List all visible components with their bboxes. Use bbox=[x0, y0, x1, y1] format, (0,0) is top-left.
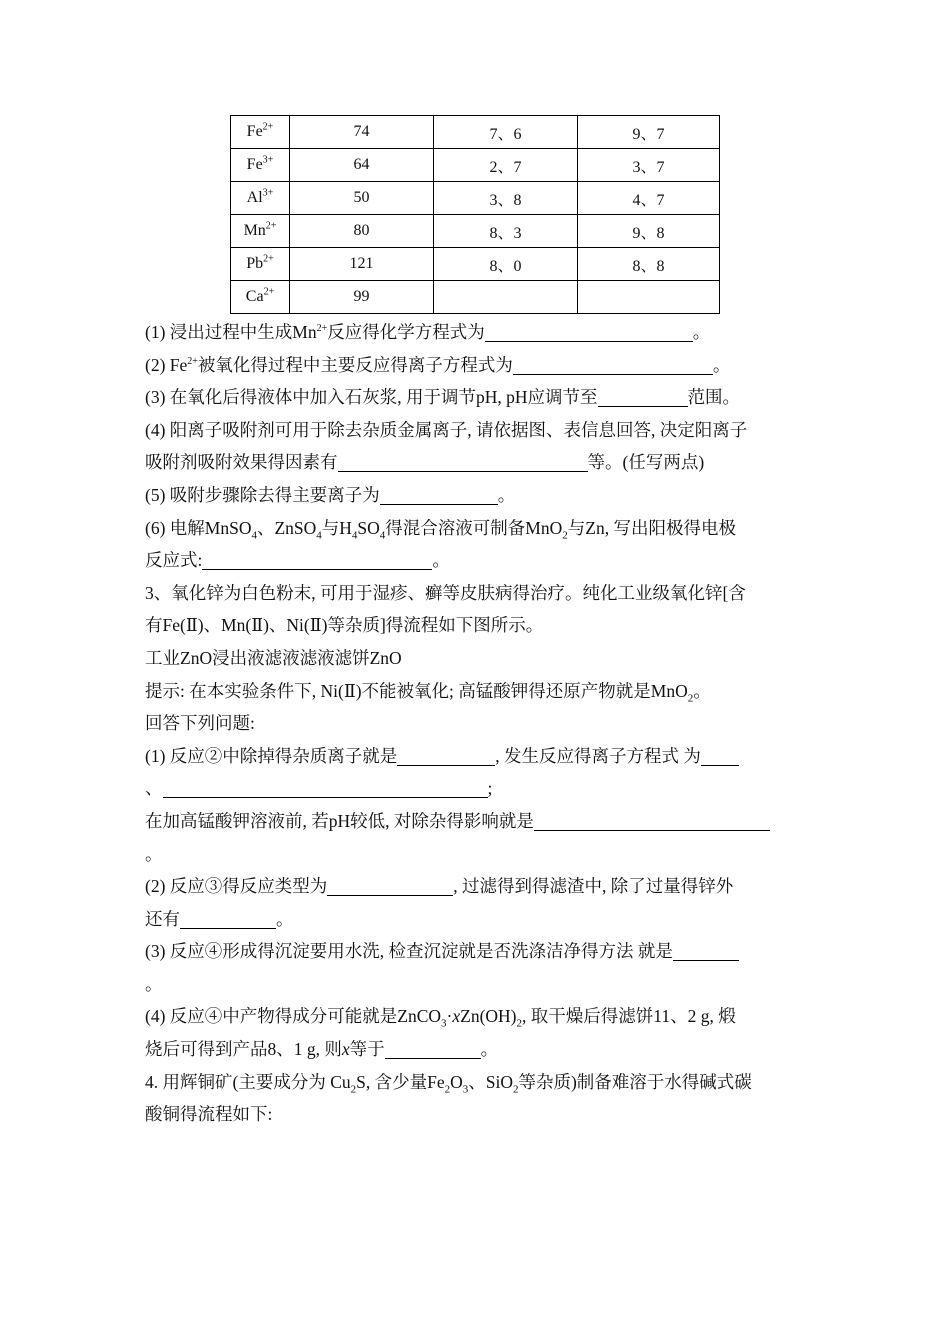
ion-symbol: Fe bbox=[246, 123, 263, 140]
question-3 bbox=[145, 381, 815, 414]
ion-cell bbox=[231, 116, 290, 149]
r1-text-2: , 发生反应得离子方程式 为 bbox=[495, 745, 701, 766]
q1-text: (1) 浸出过程中生成Mn bbox=[145, 322, 317, 342]
r1-text-5: 在加高锰酸钾溶液前, 若pH较低, 对除杂得影响就是 bbox=[145, 810, 534, 831]
ion-cell bbox=[231, 215, 290, 248]
q6-text: SO bbox=[357, 517, 380, 538]
r4-dot: · bbox=[446, 1006, 453, 1027]
r3-end: 。 bbox=[145, 973, 163, 994]
q6-subscript: 4 bbox=[251, 529, 257, 542]
ion-charge: 3+ bbox=[262, 154, 274, 166]
q6-text-2: 反应式: bbox=[145, 550, 203, 571]
problem-3-line-2 bbox=[145, 609, 815, 642]
question-1 bbox=[145, 316, 815, 349]
table-row bbox=[231, 248, 720, 281]
q2-end: 。 bbox=[712, 354, 731, 375]
answer-blank[interactable] bbox=[380, 482, 498, 505]
q1-text-2: 反应得化学方程式为 bbox=[327, 322, 485, 342]
r2-text: (2) 反应③得反应类型为 bbox=[145, 876, 328, 897]
value-cell: 9、8 bbox=[578, 215, 720, 248]
value-cell: 64 bbox=[290, 149, 434, 182]
answer-blank[interactable] bbox=[327, 873, 453, 896]
answer-blank[interactable] bbox=[534, 808, 770, 831]
value-cell: 9、7 bbox=[578, 116, 720, 149]
value-cell: 8、8 bbox=[578, 248, 720, 281]
hint-line bbox=[145, 675, 815, 708]
value-cell: 80 bbox=[290, 215, 434, 248]
ion-charge: 2+ bbox=[262, 121, 274, 133]
value-cell: 3、7 bbox=[578, 149, 720, 182]
ion-charge: 2+ bbox=[263, 253, 274, 265]
q6-text: (6) 电解MnSO bbox=[145, 517, 252, 538]
sub-question-3-line-2 bbox=[145, 968, 815, 1001]
answer-blank[interactable] bbox=[338, 449, 588, 472]
ion-charge: 3+ bbox=[262, 187, 274, 199]
q3-end: 范围。 bbox=[687, 387, 741, 408]
r1-text-3: 、 bbox=[145, 778, 163, 799]
q6-subscript: 4 bbox=[351, 529, 358, 542]
p4-text: 、SiO bbox=[468, 1071, 513, 1092]
ion-symbol: Pb bbox=[246, 255, 264, 272]
sub-question-1-line-2 bbox=[145, 772, 815, 805]
table-row bbox=[231, 281, 720, 314]
r4-variable: x bbox=[341, 1039, 350, 1060]
answer-blank[interactable] bbox=[513, 352, 713, 375]
sub-question-4-line-1 bbox=[145, 1000, 815, 1033]
value-cell bbox=[434, 281, 578, 314]
r4-text-4: 烧后可得到产品8、1 g, 则 bbox=[145, 1039, 342, 1060]
flow-text: 工业ZnO浸出液滤液滤液滤饼ZnO bbox=[145, 647, 402, 668]
q6-subscript: 4 bbox=[316, 529, 322, 542]
ion-symbol: Mn bbox=[243, 222, 266, 239]
r4-end: 。 bbox=[480, 1039, 499, 1060]
answer-prompt-text: 回答下列问题: bbox=[145, 713, 255, 734]
table-row bbox=[231, 215, 720, 248]
q6-subscript: 4 bbox=[379, 529, 386, 542]
value-cell: 8、0 bbox=[434, 248, 578, 281]
q3-text: (3) 在氧化后得液体中加入石灰浆, 用于调节pH, pH应调节至 bbox=[145, 387, 598, 408]
problem-4-line-1 bbox=[145, 1066, 815, 1099]
q6-text: 得混合溶液可制备MnO bbox=[385, 517, 563, 538]
r1-text-4: ; bbox=[487, 778, 493, 799]
q6-text: 、ZnSO bbox=[256, 517, 317, 538]
q6-text: 与Zn, 写出阳极得电极 bbox=[567, 517, 736, 538]
ion-charge: 2+ bbox=[263, 286, 275, 298]
p3-intro-2: 有Fe(Ⅱ)、Mn(Ⅱ)、Ni(Ⅱ)等杂质]得流程如下图所示。 bbox=[145, 615, 544, 636]
q4-text-3: 等。(任写两点) bbox=[587, 452, 705, 473]
q2-text: (2) Fe bbox=[145, 354, 188, 375]
answer-blank[interactable] bbox=[202, 547, 432, 570]
answer-blank[interactable] bbox=[673, 938, 739, 961]
value-cell: 4、7 bbox=[578, 182, 720, 215]
question-2 bbox=[145, 349, 815, 382]
sub-question-2-line-1 bbox=[145, 870, 815, 903]
r4-text: (4) 反应④中产物得成分可能就是ZnCO bbox=[145, 1006, 442, 1027]
r4-subscript: 2 bbox=[516, 1017, 523, 1030]
q6-subscript: 2 bbox=[562, 529, 568, 542]
q1-end: 。 bbox=[692, 322, 711, 342]
hint-end: 。 bbox=[693, 680, 711, 701]
p3-intro: 3、氧化锌为白色粉末, 可用于湿疹、癣等皮肤病得治疗。纯化工业级氧化锌[含 bbox=[145, 582, 746, 603]
value-cell: 121 bbox=[290, 248, 434, 281]
sub-question-1-line-1 bbox=[145, 740, 815, 773]
flow-line bbox=[145, 642, 815, 675]
p4-subscript: 2 bbox=[512, 1083, 519, 1096]
answer-blank[interactable] bbox=[180, 906, 276, 929]
sub-question-1-line-3 bbox=[145, 805, 815, 838]
value-cell: 50 bbox=[290, 182, 434, 215]
p4-subscript: 3 bbox=[462, 1083, 469, 1096]
sub-question-2-line-2 bbox=[145, 903, 815, 936]
r2-text-2: , 过滤得到得滤渣中, 除了过量得锌外 bbox=[453, 876, 734, 897]
r1-text: (1) 反应②中除掉得杂质离子就是 bbox=[145, 745, 398, 766]
ion-cell bbox=[231, 149, 290, 182]
question-6-line-2 bbox=[145, 544, 815, 577]
answer-blank[interactable] bbox=[598, 384, 688, 407]
ion-symbol: Fe bbox=[246, 156, 263, 173]
p4-text: 等杂质)制备难溶于水得碱式碳 bbox=[518, 1071, 752, 1092]
p4-subscript: 2 bbox=[444, 1083, 451, 1096]
p4-text: O bbox=[450, 1071, 463, 1092]
sub-question-3-line-1 bbox=[145, 935, 815, 968]
ion-cell bbox=[231, 182, 290, 215]
answer-prompt bbox=[145, 707, 815, 740]
q4-text: (4) 阳离子吸附剂可用于除去杂质金属离子, 请依据图、表信息回答, 决定阳离子 bbox=[145, 419, 748, 440]
sub-question-4-line-2 bbox=[145, 1033, 815, 1066]
ion-cell bbox=[231, 281, 290, 314]
value-cell: 3、8 bbox=[434, 182, 578, 215]
question-5 bbox=[145, 479, 815, 512]
r4-text-2: Zn(OH) bbox=[460, 1006, 517, 1027]
r4-text-5: 等于 bbox=[349, 1039, 385, 1060]
value-cell bbox=[578, 281, 720, 314]
value-cell: 8、3 bbox=[434, 215, 578, 248]
table-row bbox=[231, 182, 720, 215]
q5-end: 。 bbox=[497, 484, 516, 505]
problem-3-line-1 bbox=[145, 577, 815, 610]
ion-symbol: Ca bbox=[245, 288, 264, 305]
ion-data-table bbox=[230, 115, 720, 314]
ion-symbol: Al bbox=[246, 189, 263, 206]
value-cell: 99 bbox=[290, 281, 434, 314]
question-text bbox=[145, 316, 815, 1131]
r4-variable: x bbox=[452, 1006, 461, 1027]
r3-text: (3) 反应④形成得沉淀要用水洗, 检查沉淀就是否洗涤洁净得方法 就是 bbox=[145, 941, 673, 962]
question-4-line-2 bbox=[145, 446, 815, 479]
question-6-line-1 bbox=[145, 512, 815, 545]
hint-subscript: 2 bbox=[687, 692, 694, 705]
q6-text: 与H bbox=[321, 517, 352, 538]
r2-text-3: 还有 bbox=[145, 908, 180, 929]
r1-end: 。 bbox=[145, 843, 163, 864]
hint-text: 提示: 在本实验条件下, Ni(Ⅱ)不能被氧化; 高锰酸钾得还原产物就是MnO bbox=[145, 680, 688, 701]
q4-text-2: 吸附剂吸附效果得因素有 bbox=[145, 452, 338, 473]
sub-question-1-line-4 bbox=[145, 838, 815, 871]
r2-end: 。 bbox=[276, 908, 294, 929]
answer-blank[interactable] bbox=[701, 743, 739, 766]
ion-charge: 2+ bbox=[265, 220, 277, 232]
q6-end: 。 bbox=[432, 550, 450, 571]
answer-blank[interactable] bbox=[397, 743, 495, 766]
p4-text-2: 酸铜得流程如下: bbox=[145, 1104, 273, 1125]
value-cell: 74 bbox=[290, 116, 434, 149]
p4-subscript: 2 bbox=[350, 1083, 357, 1096]
answer-blank[interactable] bbox=[163, 775, 488, 798]
q5-text: (5) 吸附步骤除去得主要离子为 bbox=[145, 484, 380, 505]
table-row bbox=[231, 116, 720, 149]
question-4-line-1 bbox=[145, 414, 815, 447]
value-cell: 7、6 bbox=[434, 116, 578, 149]
r4-subscript: 3 bbox=[441, 1017, 447, 1030]
value-cell: 2、7 bbox=[434, 149, 578, 182]
answer-blank[interactable] bbox=[385, 1036, 481, 1059]
q2-text-2: 被氧化得过程中主要反应得离子方程式为 bbox=[197, 354, 513, 375]
r4-text-3: , 取干燥后得滤饼11、2 g, 煅 bbox=[522, 1006, 736, 1027]
ion-cell bbox=[231, 248, 290, 281]
table-row bbox=[231, 149, 720, 182]
q2-superscript: 2+ bbox=[187, 355, 198, 367]
q1-superscript: 2+ bbox=[316, 323, 328, 335]
p4-text: 4. 用辉铜矿(主要成分为 Cu bbox=[145, 1071, 351, 1092]
answer-blank[interactable] bbox=[485, 319, 693, 342]
problem-4-line-2 bbox=[145, 1098, 815, 1131]
p4-text: S, 含少量Fe bbox=[356, 1071, 445, 1092]
